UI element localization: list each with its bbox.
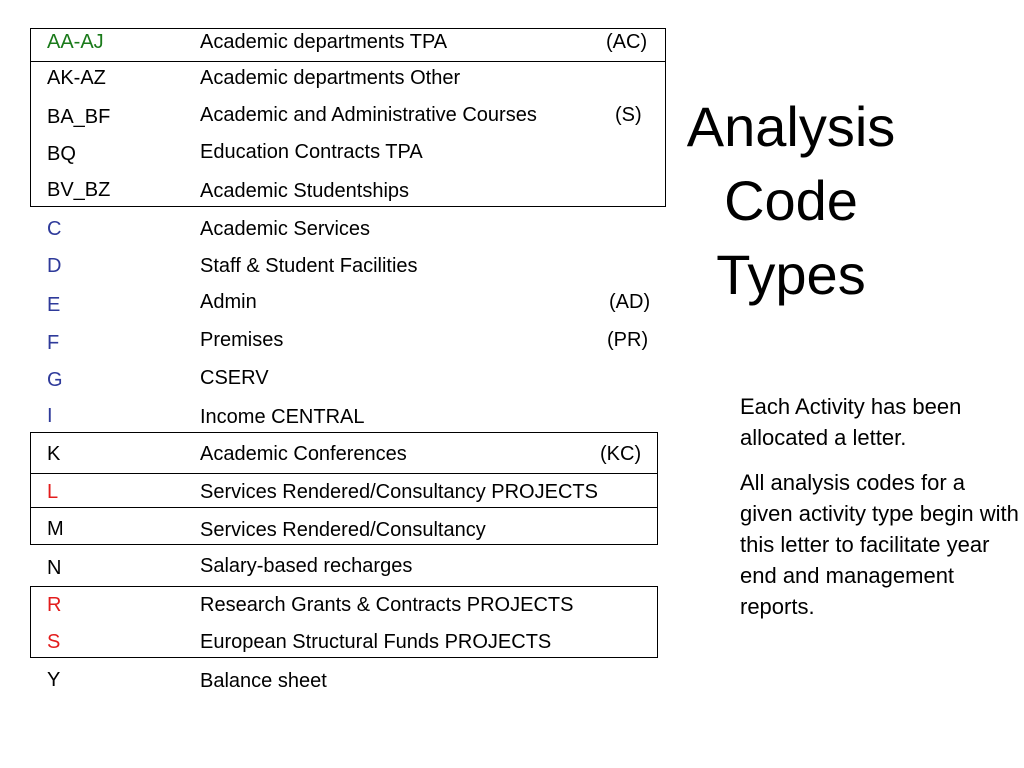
title-line-2: Code [724, 169, 858, 232]
code-row-g [0, 366, 670, 404]
code-tag: (KC) [600, 443, 642, 465]
code-description: Academic Conferences [200, 443, 407, 465]
title-line-3: Types [716, 243, 866, 306]
note-paragraph-1: Each Activity has been allocated a letter. [740, 394, 962, 450]
code-label: L [47, 481, 59, 503]
code-description: Income CENTRAL [200, 406, 365, 428]
code-description: European Structural Funds PROJECTS [200, 631, 552, 653]
code-description: Salary-based recharges [200, 555, 413, 577]
code-label: K [47, 443, 61, 465]
code-description: Academic Services [200, 218, 371, 240]
code-row-m [0, 516, 670, 554]
note-paragraph-2: All analysis codes for a given activity type begin with this letter to facilitate year end and management reports. [740, 470, 1019, 619]
code-row-r [0, 592, 670, 630]
code-description: CSERV [200, 367, 269, 389]
code-description: Services Rendered/Consultancy PROJECTS [200, 481, 598, 503]
code-label: BA_BF [47, 106, 111, 128]
code-label: C [47, 218, 62, 240]
code-row-f [0, 328, 670, 366]
code-description: Academic departments Other [200, 67, 461, 89]
code-row-n [0, 554, 670, 592]
code-label: Y [47, 669, 61, 691]
code-description: Admin [200, 291, 257, 313]
title-line-1: Analysis [686, 95, 896, 158]
code-label: AA-AJ [47, 31, 104, 53]
code-tag: (AD) [609, 291, 651, 313]
code-description: Staff & Student Facilities [200, 255, 418, 277]
code-description: Academic and Administrative Courses [200, 104, 537, 126]
code-description: Premises [200, 329, 284, 351]
code-label: M [47, 518, 64, 540]
code-row-bq [0, 140, 670, 178]
code-label: BV_BZ [47, 179, 111, 201]
code-tag: (S) [615, 104, 642, 126]
page-title [660, 90, 922, 312]
code-label: G [47, 369, 63, 391]
code-description: Balance sheet [200, 670, 327, 692]
code-label: N [47, 557, 62, 579]
code-description: Research Grants & Contracts PROJECTS [200, 594, 574, 616]
code-label: R [47, 594, 62, 616]
code-row-e [0, 290, 670, 328]
code-tag: (AC) [606, 31, 648, 53]
code-description: Academic Studentships [200, 180, 410, 202]
code-row-ba-bf [0, 103, 670, 141]
code-tag: (PR) [607, 329, 649, 351]
code-row-s [0, 629, 670, 667]
code-row-ak-az [0, 66, 670, 104]
code-row-c [0, 216, 670, 254]
code-row-aa-aj [0, 29, 670, 67]
code-row-bv-bz [0, 178, 670, 216]
code-label: E [47, 294, 61, 316]
code-label: S [47, 631, 61, 653]
code-row-i [0, 404, 670, 442]
code-description: Academic departments TPA [200, 31, 448, 53]
code-label: BQ [47, 143, 76, 165]
code-label: AK-AZ [47, 67, 106, 89]
code-description: Services Rendered/Consultancy [200, 519, 486, 541]
code-label: D [47, 255, 62, 277]
code-row-y [0, 667, 670, 705]
code-row-l [0, 479, 670, 517]
code-row-d [0, 253, 670, 291]
code-label: I [47, 405, 53, 427]
code-description: Education Contracts TPA [200, 141, 423, 163]
code-label: F [47, 332, 60, 354]
code-row-k [0, 441, 670, 479]
